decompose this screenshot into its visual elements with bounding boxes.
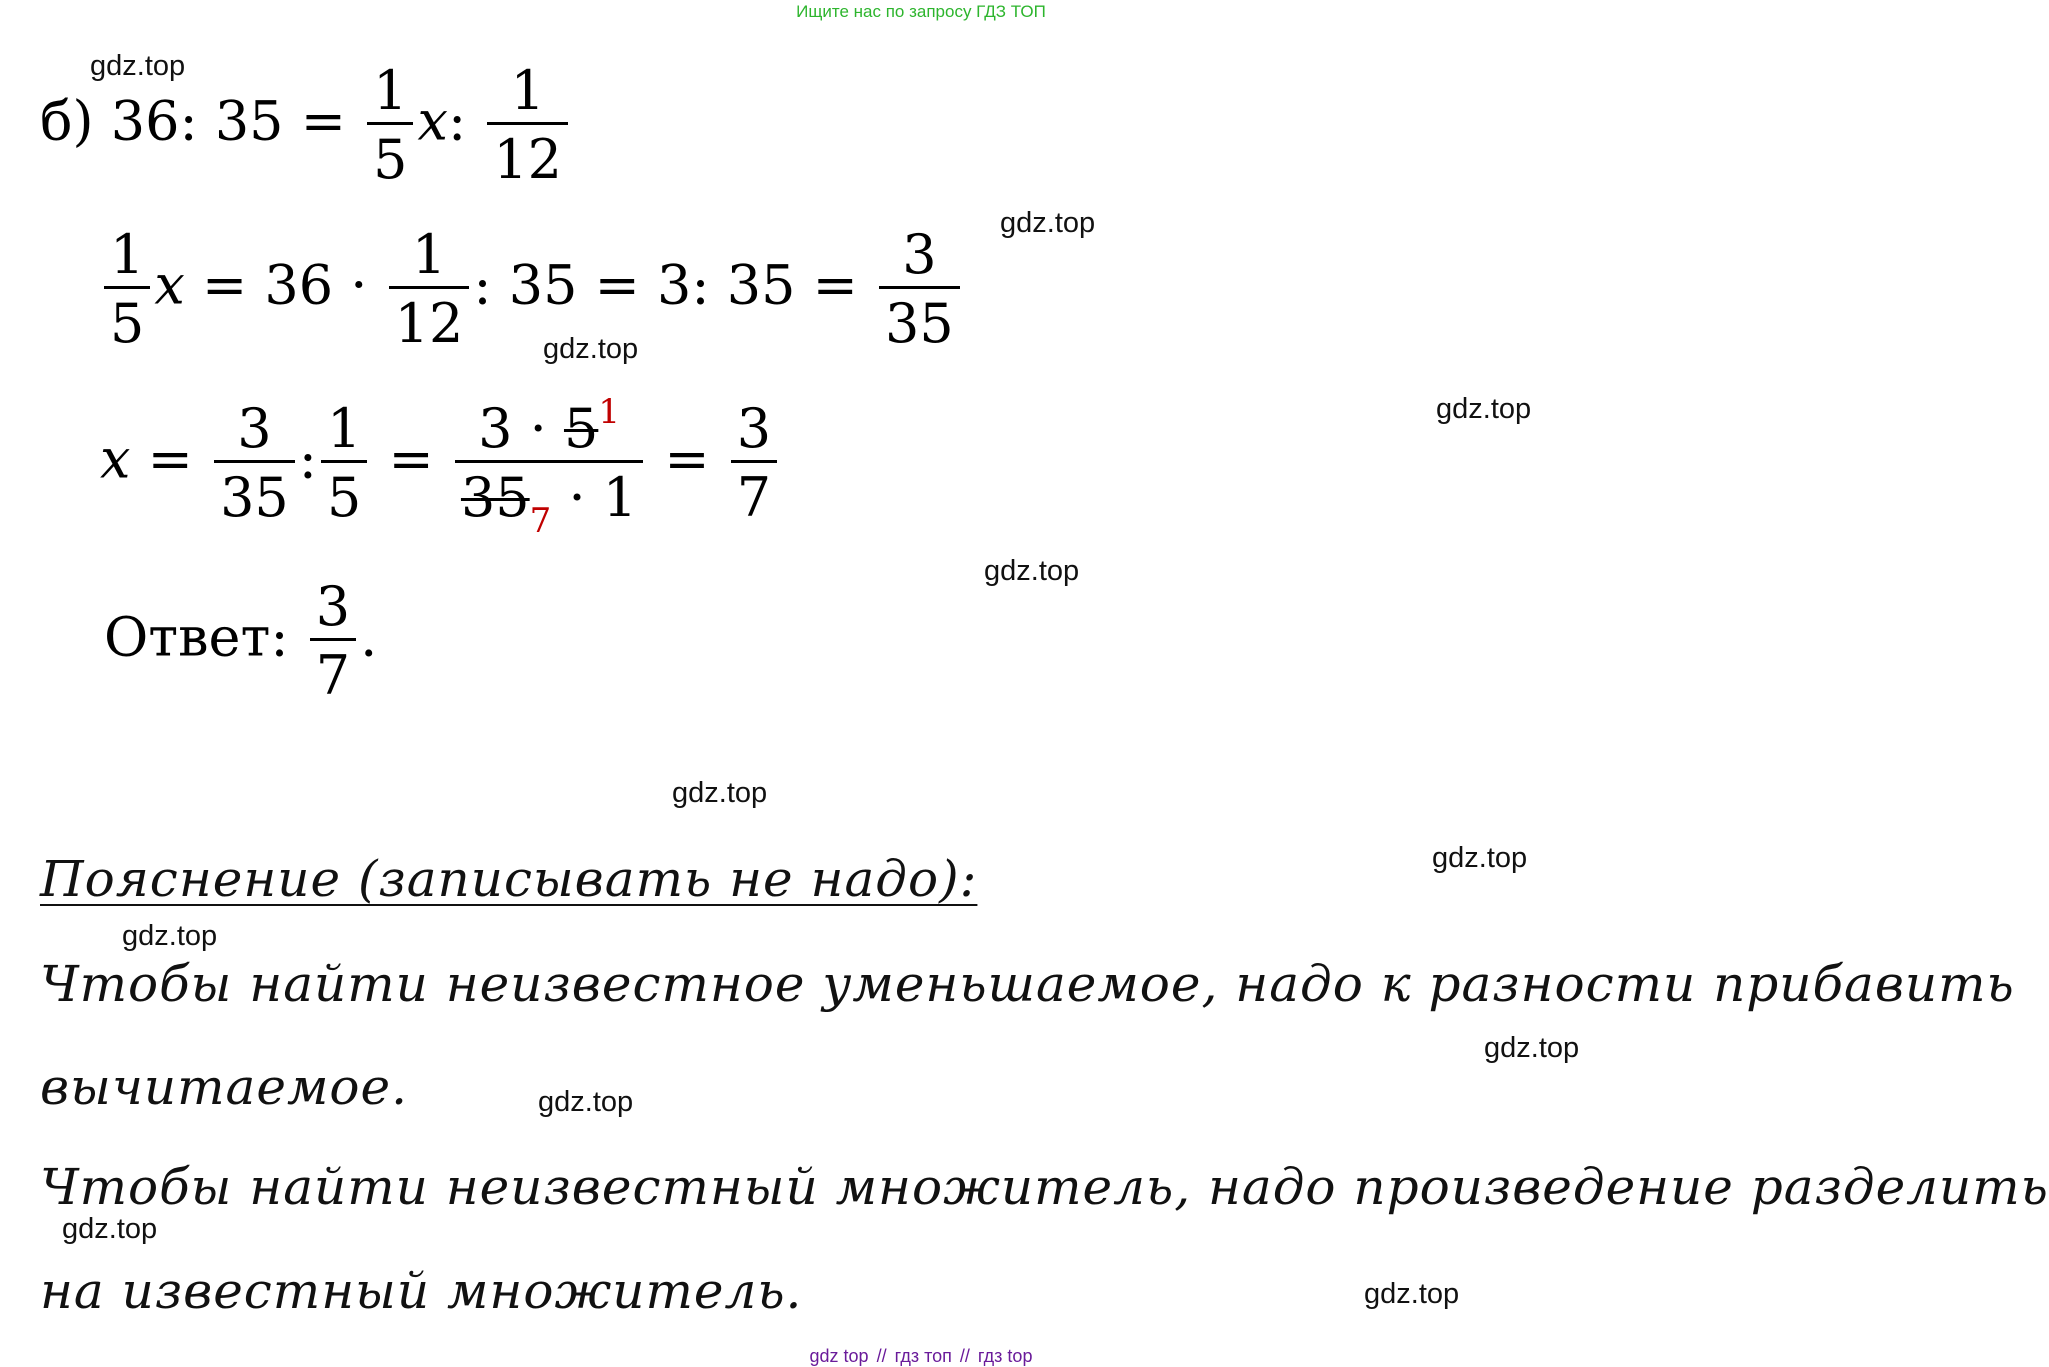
numerator: 1 — [321, 402, 367, 463]
cancel-fraction — [455, 392, 643, 541]
top-banner — [0, 2, 1842, 22]
watermark: gdz.top — [90, 50, 186, 82]
watermark: gdz.top — [1484, 1032, 1580, 1064]
equation-line-3 — [100, 392, 781, 541]
fraction — [389, 223, 470, 355]
colon: : — [298, 427, 317, 491]
answer-line — [104, 575, 378, 707]
footer-separator: // — [876, 1346, 887, 1366]
denominator: 7 — [736, 466, 772, 529]
explanation-text: Чтобы найти неизвестное уменьшаемое, надо к разности прибавить — [40, 955, 2015, 1013]
watermark: gdz.top — [1432, 842, 1528, 874]
numerator: 1 — [104, 228, 150, 289]
explanation-text: вычитаемое. — [40, 1058, 408, 1116]
num-part: 3 · — [478, 397, 547, 460]
problem-label: б) — [40, 89, 94, 153]
numerator: 3 — [879, 228, 960, 289]
footer-link[interactable]: гдз топ — [894, 1346, 952, 1366]
denominator: 7 — [315, 644, 351, 707]
variable-x: x — [154, 253, 185, 317]
reduced-number: 7 — [529, 501, 552, 541]
equals: = — [664, 427, 710, 491]
watermark: gdz.top — [543, 333, 639, 365]
numerator — [455, 392, 643, 463]
variable-x: x — [417, 89, 448, 153]
explanation-heading: Пояснение (записывать не надо): — [40, 850, 978, 908]
fraction — [214, 397, 295, 529]
explanation-text: на известный множитель. — [40, 1262, 803, 1320]
fraction — [310, 575, 356, 707]
numerator: 3 — [310, 580, 356, 641]
denominator — [455, 463, 643, 541]
footer-links — [0, 1346, 1842, 1367]
line2-mid: = 36 · — [202, 253, 368, 317]
equals: = — [388, 427, 434, 491]
den-part: · 1 — [568, 466, 638, 529]
struck-number: 5 — [563, 397, 599, 460]
numerator: 1 — [487, 64, 568, 125]
numerator: 3 — [214, 402, 295, 463]
denominator: 5 — [326, 466, 362, 529]
watermark: gdz.top — [1436, 393, 1532, 425]
explanation-text: Чтобы найти неизвестный множитель, надо произведение разделить — [40, 1158, 2049, 1216]
numerator: 3 — [731, 402, 777, 463]
watermark: gdz.top — [984, 555, 1080, 587]
answer-label: Ответ: — [104, 605, 289, 669]
struck-number: 35 — [460, 466, 530, 529]
denominator: 35 — [885, 292, 954, 355]
banner-text: Ищите нас по запросу ГДЗ ТОП — [796, 2, 1046, 21]
watermark: gdz.top — [1364, 1278, 1460, 1310]
variable-x: x — [100, 427, 131, 491]
watermark: gdz.top — [1000, 207, 1096, 239]
fraction — [879, 223, 960, 355]
answer-period: . — [360, 605, 378, 669]
watermark: gdz.top — [538, 1086, 634, 1118]
denominator: 5 — [110, 292, 145, 355]
denominator: 12 — [394, 292, 464, 355]
numerator: 1 — [389, 228, 470, 289]
line2-tail: : 35 = 3: 35 = — [473, 253, 858, 317]
fraction — [731, 397, 777, 529]
equation-line-1 — [40, 59, 572, 191]
reduced-number: 1 — [598, 392, 620, 432]
denominator: 35 — [220, 466, 289, 529]
footer-separator: // — [959, 1346, 970, 1366]
equals: = — [147, 427, 193, 491]
line1-lhs: 36: 35 = — [110, 89, 346, 153]
equation-line-2 — [100, 223, 964, 355]
watermark: gdz.top — [672, 777, 768, 809]
fraction — [367, 59, 413, 191]
denominator: 5 — [373, 128, 408, 191]
fraction — [321, 397, 367, 529]
watermark: gdz.top — [62, 1213, 158, 1245]
fraction — [104, 223, 150, 355]
fraction — [487, 59, 568, 191]
footer-link[interactable]: гдз top — [977, 1346, 1033, 1366]
colon: : — [447, 89, 467, 153]
denominator: 12 — [493, 128, 563, 191]
numerator: 1 — [367, 64, 413, 125]
watermark: gdz.top — [122, 920, 218, 952]
footer-link[interactable]: gdz top — [809, 1346, 869, 1366]
